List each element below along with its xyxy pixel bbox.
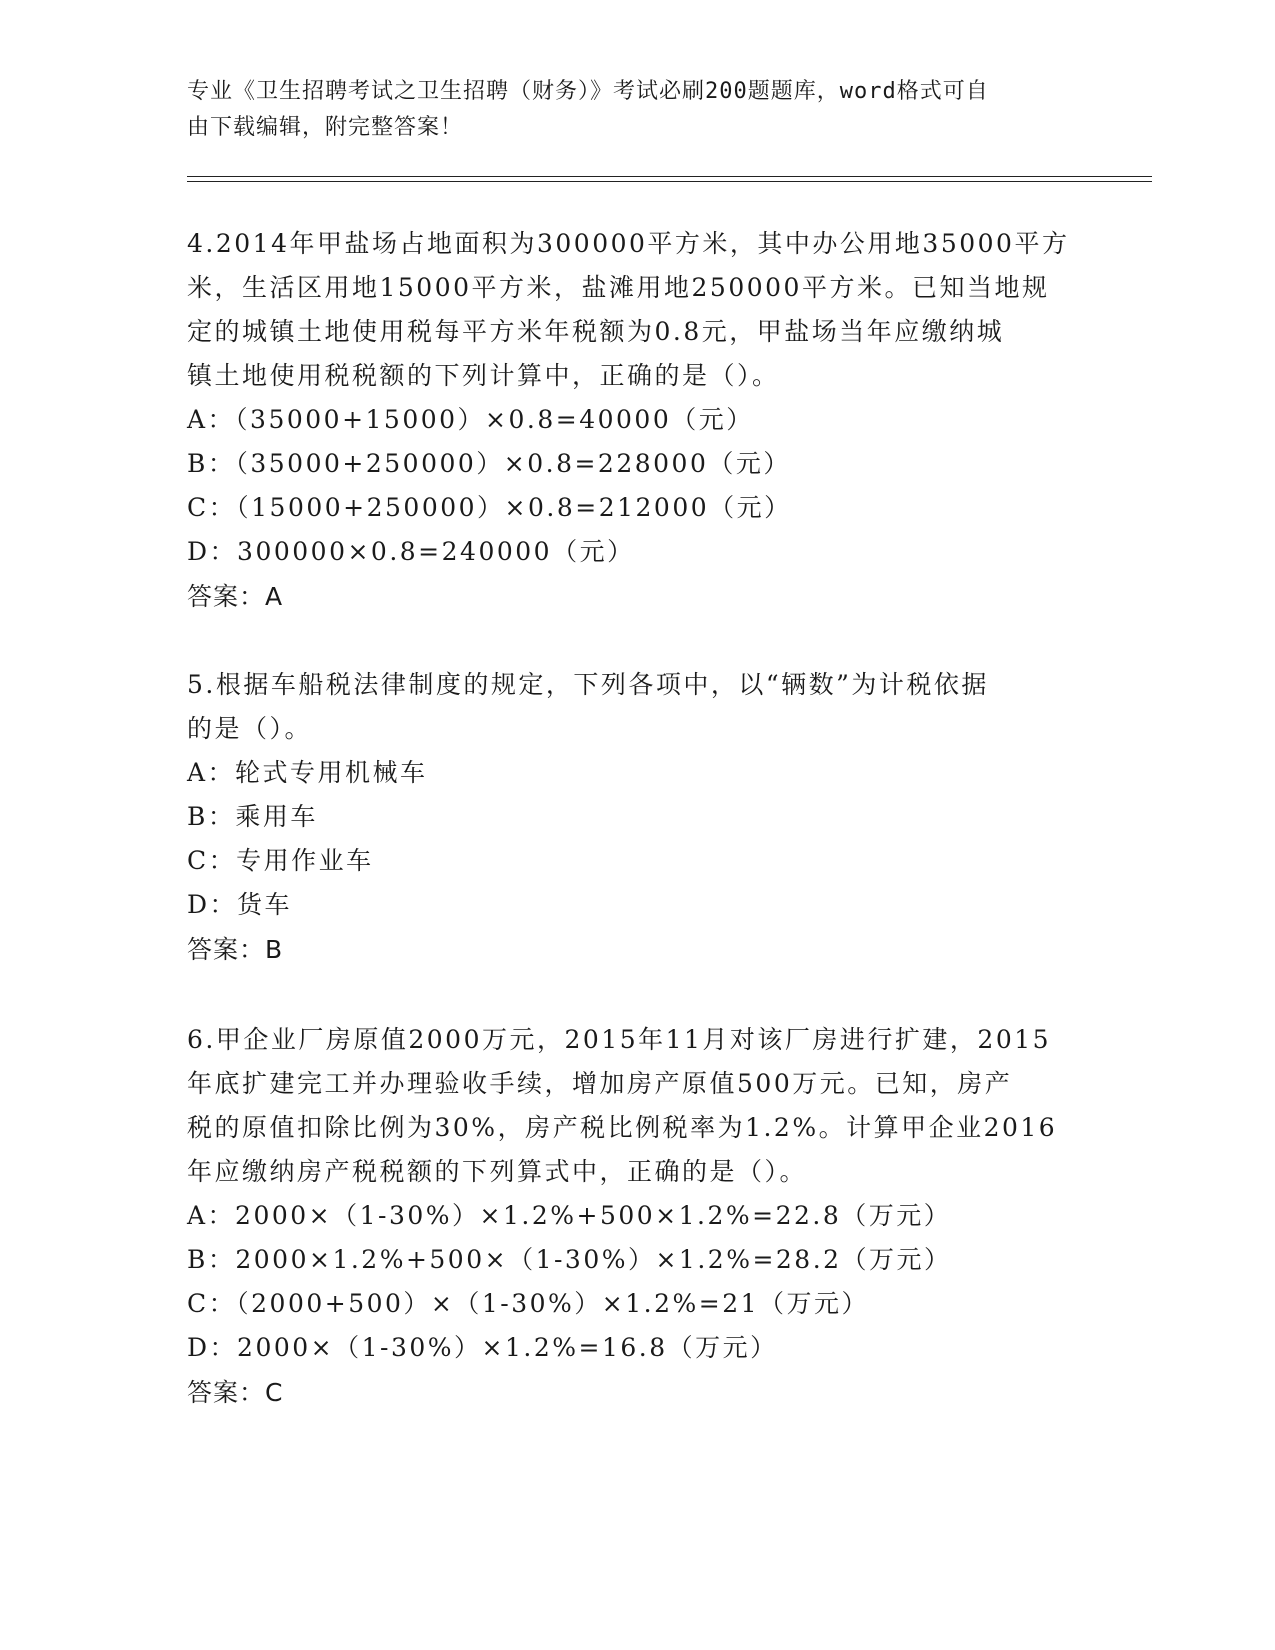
q4-stem-line-2: 米，生活区用地15000平方米，盐滩用地250000平方米。已知当地规	[187, 273, 1050, 302]
header-divider-bottom	[187, 181, 1152, 182]
header-divider-top	[187, 176, 1152, 177]
q5-stem-line-1: 5.根据车船税法律制度的规定，下列各项中，以“辆数”为计税依据	[187, 670, 989, 699]
q4-answer: 答案：A	[187, 582, 284, 611]
q5-answer: 答案：B	[187, 935, 284, 964]
q5-option-c: C：专用作业车	[187, 846, 374, 875]
q6-stem-line-2: 年底扩建完工并办理验收手续，增加房产原值500万元。已知，房产	[187, 1069, 1013, 1098]
q4-stem-line-3: 定的城镇土地使用税每平方米年税额为0.8元，甲盐场当年应缴纳城	[187, 317, 1005, 346]
q6-option-c: C：（2000+500）×（1-30%）×1.2%=21（万元）	[187, 1289, 870, 1318]
q4-option-b: B：（35000+250000）×0.8=228000（元）	[187, 449, 791, 478]
q6-stem-line-1: 6.甲企业厂房原值2000万元，2015年11月对该厂房进行扩建，2015	[187, 1025, 1052, 1054]
q4-option-a: A：（35000+15000）×0.8=40000（元）	[187, 405, 754, 434]
document-header	[187, 74, 1067, 146]
q4-option-c: C：（15000+250000）×0.8=212000（元）	[187, 493, 792, 522]
q4-stem-line-4: 镇土地使用税税额的下列计算中，正确的是（）。	[187, 361, 780, 390]
q4-stem-line-1: 4.2014年甲盐场占地面积为300000平方米，其中办公用地35000平方	[187, 229, 1070, 258]
q6-option-d: D：2000×（1-30%）×1.2%=16.8（万元）	[187, 1333, 778, 1362]
q5-option-a: A：轮式专用机械车	[187, 758, 428, 787]
header-line-2: 由下载编辑，附完整答案！	[187, 115, 464, 140]
q5-option-b: B：乘用车	[187, 802, 318, 831]
q6-stem-line-3: 税的原值扣除比例为30%，房产税比例税率为1.2%。计算甲企业2016	[187, 1113, 1058, 1142]
q6-option-b: B：2000×1.2%+500×（1-30%）×1.2%=28.2（万元）	[187, 1245, 952, 1274]
q5-option-d: D：货车	[187, 890, 293, 919]
q6-option-a: A：2000×（1-30%）×1.2%+500×1.2%=22.8（万元）	[187, 1201, 952, 1230]
q4-option-d: D：300000×0.8=240000（元）	[187, 537, 635, 566]
header-line-1: 专业《卫生招聘考试之卫生招聘（财务）》考试必刷200题题库，word格式可自	[187, 79, 989, 104]
q6-stem-line-4: 年应缴纳房产税税额的下列算式中，正确的是（）。	[187, 1157, 808, 1186]
q6-answer: 答案：C	[187, 1378, 284, 1407]
q5-stem-line-2: 的是（）。	[187, 714, 313, 743]
